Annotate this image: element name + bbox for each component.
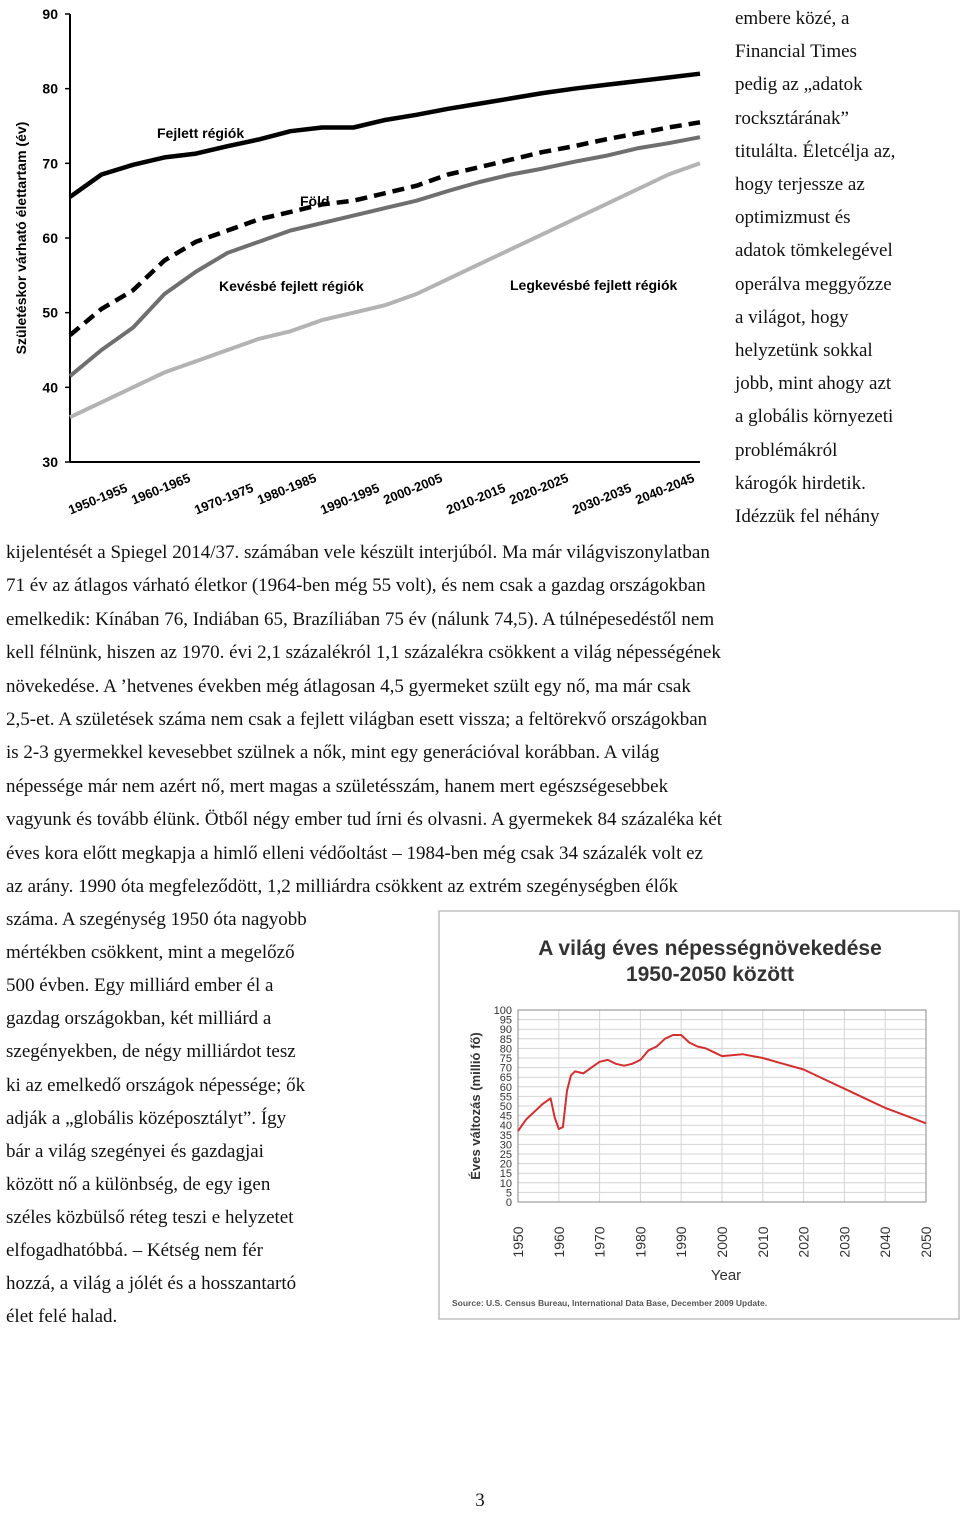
left-column-line: ki az emelkedő országok népessége; ők (6, 1074, 306, 1096)
paragraph-line: éves kora előtt megkapja a himlő elleni védőoltást – 1984-ben még csak 34 százalék volt ez (6, 842, 703, 864)
left-column-line: élet felé halad. (6, 1306, 118, 1328)
x-tick-label: 2050 (918, 1226, 934, 1258)
x-axis-label: Year (710, 1267, 742, 1284)
right-column-line: helyzetünk sokkal (735, 340, 873, 361)
y-tick-label: 90 (499, 1024, 512, 1037)
y-axis-label: Éves változás (millió fő) (468, 1032, 483, 1180)
right-column-line: a világot, hogy (735, 306, 849, 328)
right-column-line: embere közé, a (735, 8, 850, 29)
right-column-line: titulálta. Életcélja az, (735, 140, 896, 162)
y-tick-label: 30 (42, 454, 58, 470)
chart-title: A világ éves népességnövekedése (538, 937, 882, 960)
y-tick-label: 45 (499, 1110, 512, 1123)
y-tick-label: 60 (499, 1081, 512, 1094)
x-tick-label: 2020 (795, 1226, 812, 1258)
y-tick-label: 50 (42, 304, 58, 321)
y-axis-label: Születéskor várható élettartam (év) (13, 121, 29, 355)
right-column-line: operálva meggyőzze (735, 273, 892, 295)
paragraph-line: vagyunk és tovább élünk. Ötből négy ember tud írni és olvasni. A gyermekek 84 százaléka két (6, 809, 723, 831)
paragraph-line: az arány. 1990 óta megfeleződött, 1,2 milliárdra csökkent az extrém szegénységben élők (6, 876, 678, 897)
left-column-line: gazdag országokban, két milliárd a (6, 1008, 272, 1030)
y-tick-label: 100 (493, 1005, 512, 1017)
left-column-line: hozzá, a világ a jólét és a hosszantartó (6, 1273, 297, 1295)
y-tick-label: 75 (499, 1053, 512, 1065)
y-tick-label: 10 (499, 1177, 512, 1190)
x-tick-label: 2020-2025 (507, 470, 571, 508)
right-column-line: optimizmust és (735, 207, 851, 229)
page-number: 3 (475, 1490, 485, 1511)
x-tick-label: 2010 (754, 1226, 771, 1258)
x-tick-label: 1950 (510, 1226, 526, 1258)
series-label: Föld (300, 193, 330, 209)
y-tick-label: 70 (42, 155, 58, 172)
series-label: Kevésbé fejlett régiók (219, 278, 364, 294)
x-tick-label: 1970-1975 (192, 480, 256, 518)
series-line (70, 137, 700, 376)
y-tick-label: 60 (42, 230, 58, 246)
chart-source: Source: U.S. Census Bureau, International Data Base, December 2009 Update. (452, 1298, 768, 1308)
right-column-line: károgók hirdetik. (735, 472, 866, 494)
y-tick-label: 50 (499, 1101, 512, 1113)
left-column-line: között nő a különbség, de egy igen (6, 1173, 271, 1195)
left-column-line: széles közbülső réteg teszi e helyzetet (6, 1206, 294, 1228)
x-tick-label: 1980 (632, 1226, 649, 1258)
right-column-line: pedig az „adatok (735, 74, 863, 96)
series-label: Fejlett régiók (157, 125, 245, 141)
x-tick-label: 2010-2015 (444, 480, 508, 518)
paragraph-line: népessége már nem azért nő, mert magas a születésszám, hanem mert egészségesebbek (6, 775, 669, 797)
life-expectancy-chart (0, 0, 712, 530)
x-tick-label: 2040-2045 (633, 470, 697, 508)
left-column-line: bár a világ szegényei és gazdagjai (6, 1140, 264, 1162)
paragraph-line: emelkedik: Kínában 76, Indiában 65, Brazíliában 75 év (nálunk 74,5). A túlnépesedéstől nem (6, 608, 715, 630)
x-tick-label: 1960-1965 (129, 470, 193, 508)
right-column-line: hogy terjessze az (735, 174, 865, 195)
y-tick-label: 30 (499, 1139, 512, 1152)
left-column-line: elfogadhatóbbá. – Kétség nem fér (6, 1240, 263, 1261)
right-column-line: Idézzük fel néhány (735, 506, 880, 527)
y-tick-label: 20 (499, 1158, 512, 1171)
y-tick-label: 40 (499, 1120, 512, 1133)
x-tick-label: 1970 (591, 1226, 608, 1258)
x-tick-label: 2030-2035 (570, 480, 634, 518)
x-tick-label: 2040 (877, 1226, 894, 1258)
population-growth-chart (438, 910, 960, 1320)
y-tick-label: 80 (499, 1043, 512, 1056)
left-column-line: száma. A szegénység 1950 óta nagyobb (6, 909, 307, 930)
x-tick-label: 2000-2005 (381, 470, 445, 508)
left-column-line: mértékben csökkent, mint a megelőző (6, 942, 295, 964)
x-tick-label: 1960 (550, 1226, 567, 1258)
chart-subtitle: 1950-2050 között (625, 963, 795, 986)
y-tick-label: 70 (499, 1062, 512, 1075)
right-column-line: problémákról (735, 439, 838, 461)
series-label: Legkevésbé fejlett régiók (510, 277, 678, 293)
y-tick-label: 25 (499, 1149, 512, 1161)
left-column-line: szegényekben, de négy milliárdot tesz (6, 1041, 296, 1063)
y-tick-label: 15 (499, 1168, 512, 1181)
y-tick-label: 40 (42, 379, 58, 396)
y-tick-label: 5 (505, 1187, 512, 1200)
right-column-line: rocksztárának” (735, 107, 849, 129)
paragraph-line: 71 év az átlagos várható életkor (1964-ben még 55 volt), és nem csak a gazdag országokban (6, 575, 706, 597)
right-column-line: adatok tömkelegével (735, 240, 893, 262)
paragraph-line: 2,5-et. A születések száma nem csak a fejlett világban esett vissza; a feltörekvő országokban (6, 709, 708, 730)
paragraph-line: kell félnünk, hiszen az 1970. évi 2,1 százalékról 1,1 százalékra csökkent a világ népességének (6, 642, 721, 664)
x-tick-label: 1980-1985 (255, 470, 319, 508)
right-column-line: jobb, mint ahogy azt (735, 373, 892, 395)
paragraph-line: növekedése. A ’hetvenes években még átlagosan 4,5 gyermeket szült egy nő, ma már csak (6, 675, 691, 697)
y-tick-label: 90 (42, 6, 58, 22)
y-tick-label: 65 (499, 1072, 512, 1085)
x-tick-label: 1990 (673, 1226, 690, 1258)
y-tick-label: 85 (499, 1033, 512, 1046)
left-column-line: 500 évben. Egy milliárd ember él a (6, 975, 274, 997)
x-tick-label: 1950-1955 (66, 480, 130, 518)
paragraph-line: kijelentését a Spiegel 2014/37. számában vele készült interjúból. Ma már világviszonylatban (6, 542, 710, 563)
left-column-line: adják a „globális középosztályt”. Így (6, 1107, 287, 1129)
paragraph-line: is 2-3 gyermekkel kevesebbet szülnek a nők, mint egy generációval korábban. A világ (6, 742, 660, 764)
y-tick-label: 35 (499, 1129, 512, 1142)
y-tick-label: 55 (499, 1091, 512, 1104)
x-tick-label: 2000 (714, 1226, 730, 1258)
y-tick-label: 80 (42, 80, 58, 97)
x-tick-label: 1990-1995 (318, 480, 382, 518)
y-tick-label: 95 (499, 1014, 512, 1027)
right-column-line: Financial Times (735, 41, 857, 63)
y-tick-label: 0 (505, 1197, 512, 1209)
x-tick-label: 2030 (836, 1226, 853, 1258)
right-column-line: a globális környezeti (735, 406, 894, 428)
